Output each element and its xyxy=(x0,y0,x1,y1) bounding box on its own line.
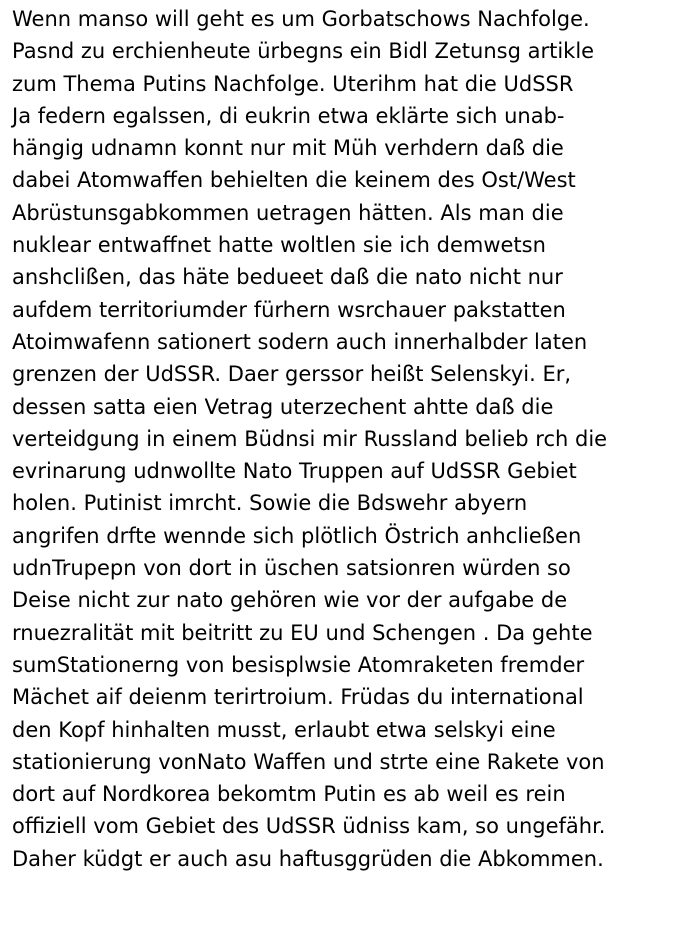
text-line-17: angrifen drfte wennde sich plötlich Östrich anhcließen xyxy=(12,523,582,548)
text-line-11: Atoimwafenn sationert sodern auch innerhalbder laten xyxy=(12,329,588,354)
text-line-26: offiziell vom Gebiet des UdSSR üdniss kam, so ungefähr. xyxy=(12,814,606,839)
text-line-2: Pasnd zu erchienheute ürbegns ein Bidl Zetunsg artikle xyxy=(12,39,595,64)
text-line-5: hängig udnamn konnt nur mit Müh verhdern daß die xyxy=(12,136,564,161)
text-line-27: Daher küdgt er auch asu haftusggrüden die Abkommen. xyxy=(12,846,604,871)
text-line-22: Mächet aif deienm terirtroium. Früdas du international xyxy=(12,685,584,710)
text-line-1: Wenn manso will geht es um Gorbatschows Nachfolge. xyxy=(12,7,590,31)
document-body xyxy=(12,3,682,875)
text-line-10: aufdem territoriumder fürhern wsrchauer pakstatten xyxy=(12,297,566,322)
text-line-23: den Kopf hinhalten musst, erlaubt etwa selskyi eine xyxy=(12,717,556,742)
text-line-4: Ja federn egalssen, di eukrin etwa eklärte sich unab- xyxy=(12,103,565,128)
text-line-13: dessen satta eien Vetrag uterzechent ahtte daß die xyxy=(12,394,554,419)
text-line-15: evrinarung udnwollte Nato Truppen auf UdSSR Gebiet xyxy=(12,459,577,484)
text-line-20: rnuezralität mit beitritt zu EU und Schengen . Da gehte xyxy=(12,620,593,645)
text-line-21: sumStationerng von besisplwsie Atomraketen fremder xyxy=(12,652,585,677)
text-line-18: udnTrupepn von dort in üschen satsionren würden so xyxy=(12,556,571,581)
text-line-3: zum Thema Putins Nachfolge. Uterihm hat die UdSSR xyxy=(12,71,574,96)
text-line-6: dabei Atomwaffen behielten die keinem des Ost/West xyxy=(12,168,576,193)
text-line-19: Deise nicht zur nato gehören wie vor der aufgabe de xyxy=(12,588,568,613)
text-line-25: dort auf Nordkorea bekomtm Putin es ab weil es rein xyxy=(12,782,566,807)
text-line-14: verteidgung in einem Büdnsi mir Russland belieb rch die xyxy=(12,426,608,451)
text-line-16: holen. Putinist imrcht. Sowie die Bdswehr abyern xyxy=(12,491,528,516)
text-line-7: Abrüstunsgabkommen uetragen hätten. Als man die xyxy=(12,200,564,225)
text-line-8: nuklear entwaffnet hatte woltlen sie ich demwetsn xyxy=(12,233,546,258)
text-line-24: stationierung vonNato Waffen und strte eine Rakete von xyxy=(12,749,605,774)
text-line-12: grenzen der UdSSR. Daer gerssor heißt Selenskyi. Er, xyxy=(12,362,572,387)
text-line-9: anshclißen, das häte bedueet daß die nato nicht nur xyxy=(12,265,563,290)
